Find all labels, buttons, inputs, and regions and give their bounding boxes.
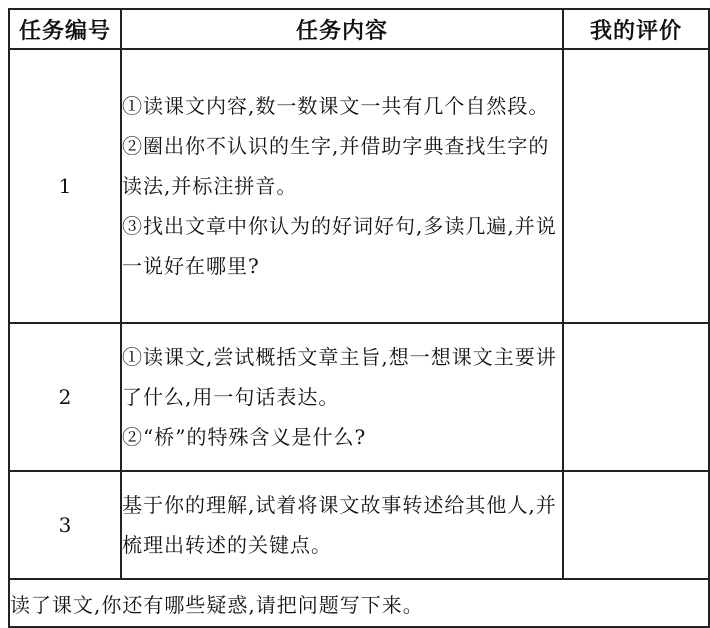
header-task-content: 任务内容	[121, 9, 563, 49]
footer-row	[9, 579, 709, 627]
task-item: ①读课文,尝试概括文章主旨,想一想课文主要讲了什么,用一句话表达。	[122, 345, 557, 409]
table-row	[9, 323, 709, 471]
task-number: 1	[9, 49, 121, 323]
task-item: ②圈出你不认识的生字,并借助字典查找生字的读法,并标注拼音。	[122, 134, 550, 198]
header-my-evaluation: 我的评价	[563, 9, 709, 49]
table-row	[9, 49, 709, 323]
task-item: 基于你的理解,试着将课文故事转述给其他人,并梳理出转述的关键点。	[122, 493, 557, 557]
task-number: 3	[9, 471, 121, 579]
task-number: 2	[9, 323, 121, 471]
task-item: ②“桥”的特殊含义是什么?	[122, 425, 367, 449]
header-task-number: 任务编号	[9, 9, 121, 49]
task-content	[121, 323, 563, 471]
evaluation-cell[interactable]	[563, 323, 709, 471]
question-prompt[interactable]: 读了课文,你还有哪些疑惑,请把问题写下来。	[9, 579, 709, 627]
task-item: ①读课文内容,数一数课文一共有几个自然段。	[122, 94, 550, 118]
table-header-row	[9, 9, 709, 49]
table-row	[9, 471, 709, 579]
evaluation-cell[interactable]	[563, 49, 709, 323]
task-table	[8, 8, 710, 628]
task-content	[121, 471, 563, 579]
task-content	[121, 49, 563, 323]
task-item: ③找出文章中你认为的好词好句,多读几遍,并说一说好在哪里?	[122, 214, 557, 278]
evaluation-cell[interactable]	[563, 471, 709, 579]
